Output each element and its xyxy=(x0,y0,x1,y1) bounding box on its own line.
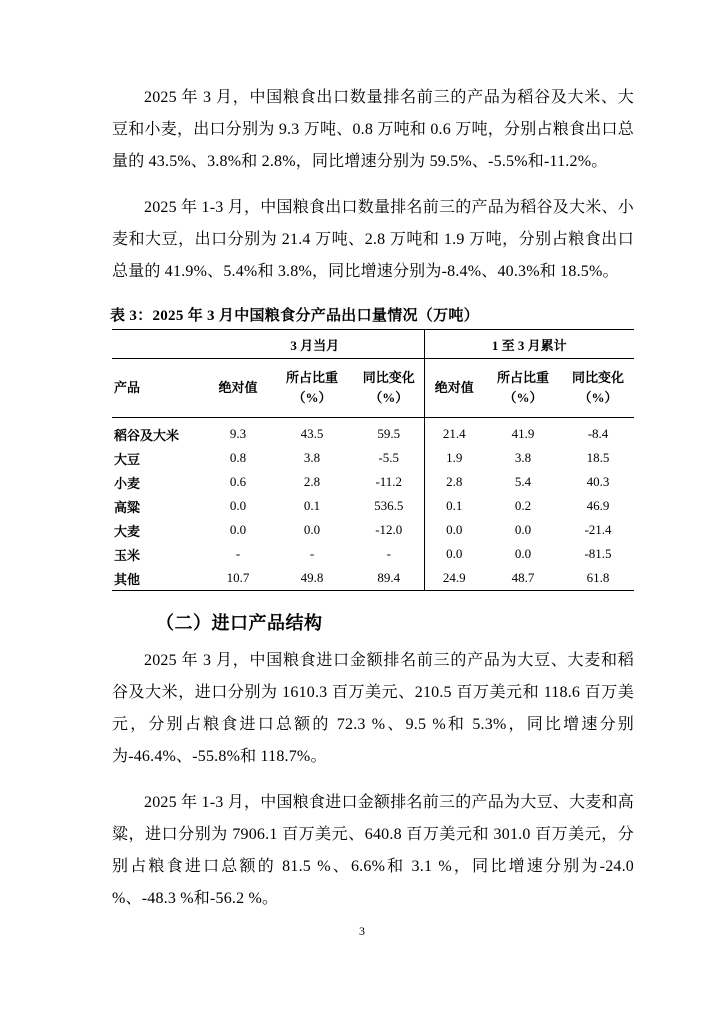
row-value: 2.8 xyxy=(303,474,321,489)
row-value: -11.2 xyxy=(354,470,424,494)
document-page xyxy=(112,82,634,929)
row-value: 18.5 xyxy=(586,450,610,465)
row-value: 1.9 xyxy=(446,450,463,465)
table-row xyxy=(112,518,634,542)
page-number: 3 xyxy=(359,924,365,938)
row-value: 24.9 xyxy=(424,566,484,591)
header-group-month: 3 月当月 xyxy=(206,330,424,359)
row-product: 高粱 xyxy=(114,499,141,515)
row-value: 3.8 xyxy=(514,450,532,465)
row-product: 稻谷及大米 xyxy=(114,427,180,443)
row-value: 0.0 xyxy=(229,498,247,513)
row-value: 40.3 xyxy=(586,474,610,489)
row-value: 0.0 xyxy=(446,522,463,537)
header-product: 产品 xyxy=(112,359,206,418)
row-product: 大麦 xyxy=(114,523,141,539)
table-caption: 表 3：2025 年 3 月中国粮食分产品出口量情况（万吨） xyxy=(110,308,480,324)
row-value: 0.0 xyxy=(229,522,247,537)
row-product: 大豆 xyxy=(114,451,141,467)
table-row xyxy=(112,418,634,447)
paragraph: 2025 年 3 月，中国粮食出口数量排名前三的产品为稻谷及大米、大豆和小麦，出口分别为 9.3 万吨、0.8 万吨和 0.6 万吨，分别占粮食出口总量的 43.5%、3.8%和 2.8%，同比增速分别为 59.5%、-5.5%和-11.2%。 xyxy=(112,89,634,170)
row-value: -21.4 xyxy=(584,522,612,537)
row-value: -81.5 xyxy=(584,546,612,561)
section-heading: （二）进口产品结构 xyxy=(156,613,323,633)
row-value: -12.0 xyxy=(354,518,424,542)
header-share-cum: 所占比重 （%） xyxy=(484,359,562,418)
row-product: 其他 xyxy=(112,566,206,591)
row-value: 0.0 xyxy=(514,522,532,537)
row-value: 0.2 xyxy=(514,498,532,513)
row-value: - xyxy=(235,546,241,561)
header-abs-cum: 绝对值 xyxy=(424,359,484,418)
row-value: 5.4 xyxy=(514,474,532,489)
row-value: 0.0 xyxy=(514,546,532,561)
row-value: 9.3 xyxy=(229,426,247,441)
header-yoy-month: 同比变化 （%） xyxy=(354,359,424,418)
row-value: 10.7 xyxy=(206,566,270,591)
row-value: 59.5 xyxy=(354,418,424,447)
paragraph: 2025 年 1-3 月，中国粮食进口金额排名前三的产品为大豆、大麦和高粱，进口分别为 7906.1 百万美元、640.8 百万美元和 301.0 百万美元，分别占粮食进口总额的 81.5 %、6.6%和 3.1 %，同比增速分别为-24.0 %、-48.3 %和-56.2 %。 xyxy=(112,794,634,907)
row-value: 89.4 xyxy=(354,566,424,591)
row-value: -5.5 xyxy=(354,446,424,470)
row-value: 49.8 xyxy=(270,566,354,591)
row-value: - xyxy=(354,542,424,566)
row-value: 43.5 xyxy=(300,426,324,441)
row-value: 48.7 xyxy=(484,566,562,591)
row-value: 41.9 xyxy=(511,426,535,441)
row-value: 0.0 xyxy=(303,522,321,537)
row-value: 46.9 xyxy=(586,498,610,513)
row-value: 21.4 xyxy=(442,426,466,441)
row-value: -8.4 xyxy=(587,426,609,441)
export-table xyxy=(112,329,634,591)
header-yoy-cum: 同比变化 （%） xyxy=(562,359,634,418)
row-value: 0.1 xyxy=(446,498,463,513)
table-row xyxy=(112,470,634,494)
row-value: 0.6 xyxy=(229,474,247,489)
row-product: 玉米 xyxy=(114,547,141,563)
table-row xyxy=(112,542,634,566)
header-blank xyxy=(112,330,206,359)
row-value: - xyxy=(309,546,315,561)
row-value: 0.0 xyxy=(446,546,463,561)
header-group-cumulative: 1 至 3 月累计 xyxy=(424,330,634,359)
row-value: 3.8 xyxy=(303,450,321,465)
row-value: 61.8 xyxy=(562,566,634,591)
paragraph: 2025 年 3 月，中国粮食进口金额排名前三的产品为大豆、大麦和稻谷及大米，进口分别为 1610.3 百万美元、210.5 百万美元和 118.6 百万美元，分别占粮食进口总额的 72.3 %、9.5 %和 5.3%，同比增速分别为-46.4%、-55.8%和 118.7%。 xyxy=(112,652,634,765)
paragraph: 2025 年 1-3 月，中国粮食出口数量排名前三的产品为稻谷及大米、小麦和大豆，出口分别为 21.4 万吨、2.8 万吨和 1.9 万吨，分别占粮食出口总量的 41.9%、5.4%和 3.8%，同比增速分别为-8.4%、40.3%和 18.5%。 xyxy=(112,199,634,280)
table-row xyxy=(112,494,634,518)
row-value: 2.8 xyxy=(446,474,463,489)
table-row xyxy=(112,566,634,591)
row-value: 536.5 xyxy=(354,494,424,518)
row-product: 小麦 xyxy=(114,475,141,491)
header-share-month: 所占比重 （%） xyxy=(270,359,354,418)
header-abs-month: 绝对值 xyxy=(206,359,270,418)
row-value: 0.1 xyxy=(303,498,321,513)
row-value: 0.8 xyxy=(229,450,247,465)
table-row xyxy=(112,446,634,470)
